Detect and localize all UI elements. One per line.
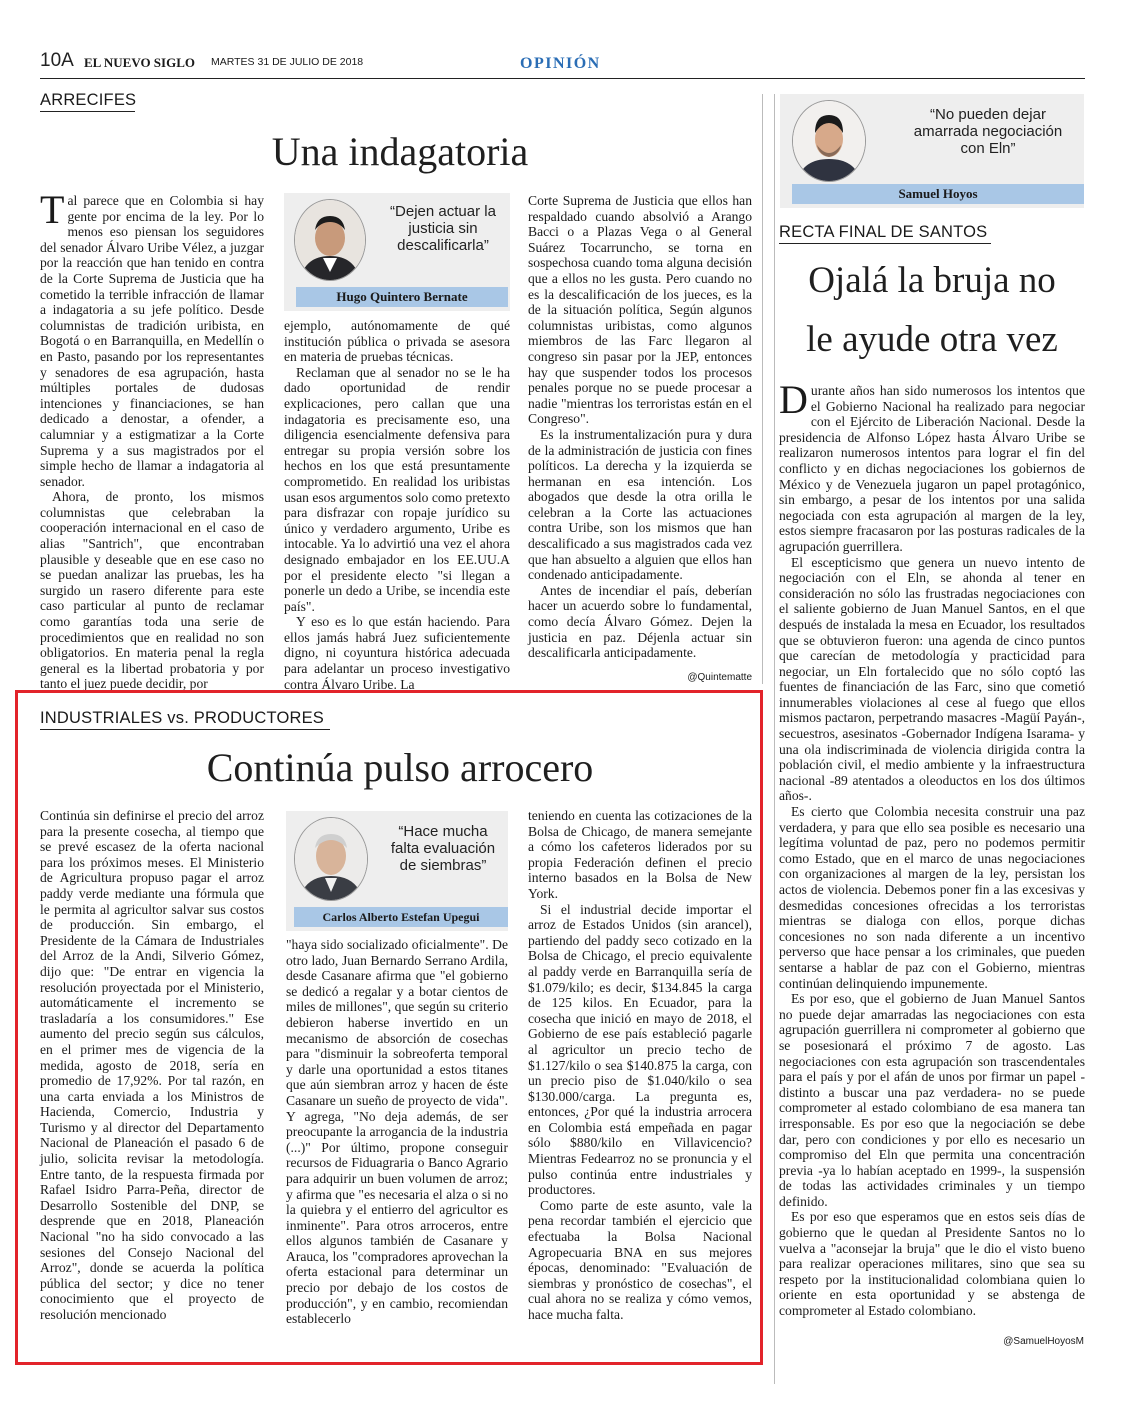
column-divider (774, 94, 775, 1384)
article3-author-handle: @SamuelHoyosM (1003, 1336, 1084, 1347)
dropcap: T (40, 187, 65, 232)
article3-body: Durante años han sido numerosos los intentos que el Gobierno Nacional ha realizado para negociar con el Ejército de Liberación Nacional. Desde la presidencia de Alfonso López hasta Álvaro Uribe se realizaron numerosos intentos para lograr el fin del conflicto y en dichas negociaciones los gobiernos de México y de Venezuela jugaron un papel protagónico, sin embargo, a pesar de los intentos por una salida negociada con esta agrupación al margen de la ley, estos siempre fracasaron por las posturas radicales de la agrupación guerrillera. El escepticismo que genera un nuevo intento de negociación con el Eln, se ahonda al tener en consideración no sólo las frustradas negociaciones con el saliente gobierno de Juan Manuel Santos, en el que después de instalada la mesa en Ecuador, los resultados que se obtuvieron fueron: una agenda de cinco puntos que carecían de metodología y practicidad para negociar, un Eln fortalecido que no sólo coptó las fuentes de financiación de las Farc, sino que cometió innumerables violaciones al cese al fuego que ellos mismos pactaron, perpetrando masacres -Magüí Payán-, secuestros, asesinatos -Gobernador Indígena Isarama- y una ola indiscriminada de violencia dirigida contra la población civil, el medio ambiente y la infraestructura nacional -89 atentados a oleoductos en los dos últimos años-. Es cierto que Colombia necesita construir una paz verdadera, y para que ello sea posible es necesario una legítima voluntad de paz, pero no podemos permitir como Estado, que en el marco de unas negociaciones con organizaciones al margen de la ley, persistan los actos de violencia. Debemos poner fin a las excesivas y desmedidas concesiones ofrecidas a los terroristas mientras se dialoga con ellos, porque dichas concesiones no son nada diferente a un incentivo perverso que hace pensar a los criminales, que pueden sentarse a hablar de paz con el Gobierno, mientras continúan delinquiendo impunemente. Es por eso, que el gobierno de Juan Manuel Santos no puede dejar amarradas las negociaciones con esta agrupación guerrillera ni comprometer al gobierno que se posesionará el próximo 7 de agosto. Las negociaciones con esta agrupación son trascendentales para el país y por el afán de unos por firmar un papel -distinto a buscar una paz verdadera- no se puede comprometer al estado colombiano de esa manera tan irresponsable. Es por eso que la negociación se debe dar, pero con condiciones y por ello es necesario un compromiso del Eln que permita una concentración previa -ya lo habían aceptado en 1999-, la suspensión de todas las actividades criminales y un tiempo definido. Es por eso que esperamos que en estos seis días de gobierno que le quedan al Presidente Santos no lo vuelva a "aconsejar la bruja" que le dio el visto bueno para realizar operaciones militares, sino que sea su respeto por la institucionalidad colombiana quien lo oriente en esta oportunidad y se abstenga de comprometer al Estado colombiano. (779, 377, 1085, 1319)
article3-quote-box (780, 94, 1084, 208)
column-divider (762, 94, 763, 684)
article2-kicker: INDUSTRIALES vs. PRODUCTORES (40, 709, 330, 730)
page-header (40, 50, 1085, 79)
article3-kicker: RECTA FINAL DE SANTOS (779, 223, 991, 244)
article3-pull-quote: “No pueden dejar amarrada negociación con Eln” (913, 106, 1063, 157)
article2-author-bar: Carlos Alberto Estefan Upegui (294, 907, 508, 927)
issue-date: MARTES 31 DE JULIO DE 2018 (211, 56, 364, 68)
author-photo-samuel (792, 100, 866, 182)
article1-headline: Una indagatoria (271, 129, 529, 174)
article2-headline: Continúa pulso arrocero (206, 745, 594, 790)
article3-author-bar: Samuel Hoyos (792, 184, 1084, 204)
article1-author-bar: Hugo Quintero Bernate (296, 287, 508, 307)
article2-pull-quote: “Hace mucha falta evaluación de siembras” (390, 823, 496, 874)
article1-col3: Corte Suprema de Justicia que ellos han respaldado cuando absolvió a Arango Bacci o a Plazas Vega o al General Suárez Tocarruncho, se torna en sospechosa cuando toma alguna decisión que a ellos no les gusta. Pero cuando no es la descalificación de los jueces, es la de la situación política, Según algunos columnistas uribistas, como algunos miembros de las Farc llegaron al congreso sin pasar por la JEP, entonces hay que suspender todos los procesos penales porque no se puede procesar a nadie "mientras los terroristas están en el Congreso". Es la instrumentalización pura y dura de la administración de justicia con fines políticos. La derecha y la izquierda se hermanan en esa intención. Los abogados que desde la otra orilla le celebran a la Corte las actuaciones contra Uribe, son los mismos que han descalificado a sus magistrados cada vez que han absuelto a alguien que ellos han condenado anticipadamente. Antes de incendiar el país, deberían hacer un acuerdo sobre lo fundamental, como decía Álvaro Gómez. Dejen la justicia en paz. Déjenla actuar sin descalificarla anticipadamente. (528, 193, 752, 661)
article1-col1: Tal parece que en Colombia si hay gente por encima de la ley. Por lo menos eso piensan los seguidores del senador Álvaro Uribe Vélez, a juzgar por la reacción que han tenido en contra de la Corte Suprema de Justicia que ha cometido la terrible infracción de llamar a indagatoria a su jefe político. Desde columnistas de tradición uribista, en Bogotá o en Barranquilla, en Medellín o en Pasto, pasando por los representantes y senadores de esa agrupación, hasta múltiples portales de dudosas intenciones y financiaciones, se han dedicado a denostar, a ofender, a calumniar y a estigmatizar a la Corte Suprema y a sus magistrados por el simple hecho de llamar a indagatoria al senador. Ahora, de pronto, los mismos columnistas que celebraban la cooperación internacional en el caso de alias "Santrich", que encontraban plausible y deseable que en ese caso no se puedan analizar las pruebas, les ha surgido un rasero diferente para este caso particular al punto de reclamar como garantías toda una serie de procedimientos que en realidad no son obligatorios. En materia penal la regla general es la libertad probatoria y por tanto el juez puede decidir, por (40, 187, 264, 692)
section-title: OPINIÓN (520, 55, 601, 72)
article1-kicker: ARRECIFES (40, 91, 135, 112)
article2-col1: Continúa sin definirse el precio del arroz para la presente cosecha, al tiempo que se prevé escasez de la oferta nacional para los próximos meses. El Ministerio de Agricultura propuso pagar el arroz paddy verde mediante una fórmula que le permita al agricultor salvar sus costos de producción. Sin embargo, el Presidente de la Cámara de Industriales del Arroz de la Andi, Silverio Gómez, dijo que: "De entrar en vigencia la resolución proyectada por el Ministerio, automáticamente el incremento se trasladaría a los consumidores." Ese aumento del precio según sus cálculos, en el primer mes de vigencia de la medida, agosto de 2018, sería en promedio de 17,92%. Por tal razón, en una carta enviada a los Ministros de Hacienda, Comercio, Industria y Turismo y al director del Departamento Nacional de Planeación el pasado 6 de julio, solicita revisar la metodología. Entre tanto, de la respuesta firmada por Rafael Isidro Parra-Peña, director de Desarrollo Sostenible del DNP, se desprende que en 2018, Planeación Nacional "no ha sido convocado a las sesiones del Consejo Nacional del Arroz", donde se acuerda la política pública del sector; y dice no tener conocimiento que el proyecto de resolución mencionado (40, 808, 264, 1322)
article1-author-handle: @Quintematte (687, 672, 752, 683)
newspaper-name: EL NUEVO SIGLO (84, 55, 195, 70)
page-number: 10A (40, 50, 74, 71)
article1-pull-quote: “Dejen actuar la justicia sin descalificarla” (390, 203, 496, 254)
article3-headline-line2: le ayude otra vez (806, 319, 1058, 360)
article1-col2: ejemplo, autónomamente de qué institución pública o privada se asesora en materia de pruebas técnicas. Reclaman que al senador no se le ha dado oportunidad de rendir explicaciones, pero callan que una indagatoria es precisamente eso, una diligencia esencialmente defensiva para entregar su propia versión sobre los hechos en los que está presuntamente comprometido. En realidad los uribistas usan esos argumentos solo como pretexto para disfrazar con ropaje jurídico su único y verdadero argumento, Uribe es intocable. Ya lo advirtió una vez el ahora designado embajador en los EE.UU.A por el presidente electo "si llegan a ponerle un dedo a Uribe, se incendia este país". Y eso es lo que están haciendo. Para ellos jamás habrá Juez suficientemente digno, ni coyuntura histórica adecuada para adelantar un proceso investigativo contra Álvaro Uribe. La (284, 318, 510, 692)
article2-quote-box (286, 811, 508, 931)
article1-quote-box (284, 193, 510, 311)
author-photo-hugo (294, 199, 366, 281)
article2-col3: teniendo en cuenta las cotizaciones de la Bolsa de Chicago, de manera semejante a cómo los cafeteros liderados por su propia Federación definen el precio interno basados en la Bolsa de New York. Si el industrial decide importar el arroz de Estados Unidos (sin arancel), partiendo del paddy seco cotizado en la Bolsa de Chicago, el precio equivalente al paddy verde en Barranquilla sería de $1.079/kilo; es decir, $134.845 la carga de 125 kilos. En Ecuador, para la cosecha que inició en mayo de 2018, el Gobierno de ese país estableció pagarle al agricultor un precio techo de $1.127/kilo o sea $140.875 la carga, con un precio piso de $1.040/kilo o sea $130.000/carga. La pregunta es, entonces, ¿Por qué la industria arrocera en Colombia está empeñada en pagar sólo $880/kilo en Villavicencio? Mientras Fedearroz no se pronuncia y el pulso continúa entre industriales y productores. Como parte de este asunto, vale la pena recordar también el ejercicio que efectuaba la Bolsa Nacional Agropecuaria BNA en sus mejores épocas, denominado: "Evaluación de siembras y pronóstico de cosechas", el cual ahora no se realiza y cómo vemos, hace mucha falta. (528, 808, 752, 1322)
author-photo-carlos (294, 817, 368, 901)
dropcap: D (779, 377, 808, 422)
article3-headline-line1: Ojalá la bruja no (808, 260, 1056, 301)
article2-col2: "haya sido socializado oficialmente". De otro lado, Juan Bernardo Serrano Ardila, desde Casanare afirma que "el gobierno se dedicó a regalar y a botar cientos de miles de millones", que según su criterio debieron haberse invertido en un mecanismo de absorción de cosechas para "disminuir la sobreoferta temporal y darle una oportunidad a estos titanes que aún siembran arroz y hacen de éste Casanare un sueño de proyecto de vida". Y agrega, "No deja además, de ser preocupante la arrogancia de la industria (...)" Por último, propone conseguir recursos de Fiduagraria o Banco Agrario para adquirir un buen volumen de arroz; y afirma que "es necesaria el alza o si no la quiebra y el entierro del agricultor es inminente". Para otros arroceros, entre ellos algunos también de Casanare y Arauca, los "compradores aprovechan la oferta estacional para determinar un precio por debajo de los costos de producción", y en cambio, recomiendan establecerlo (286, 937, 508, 1327)
